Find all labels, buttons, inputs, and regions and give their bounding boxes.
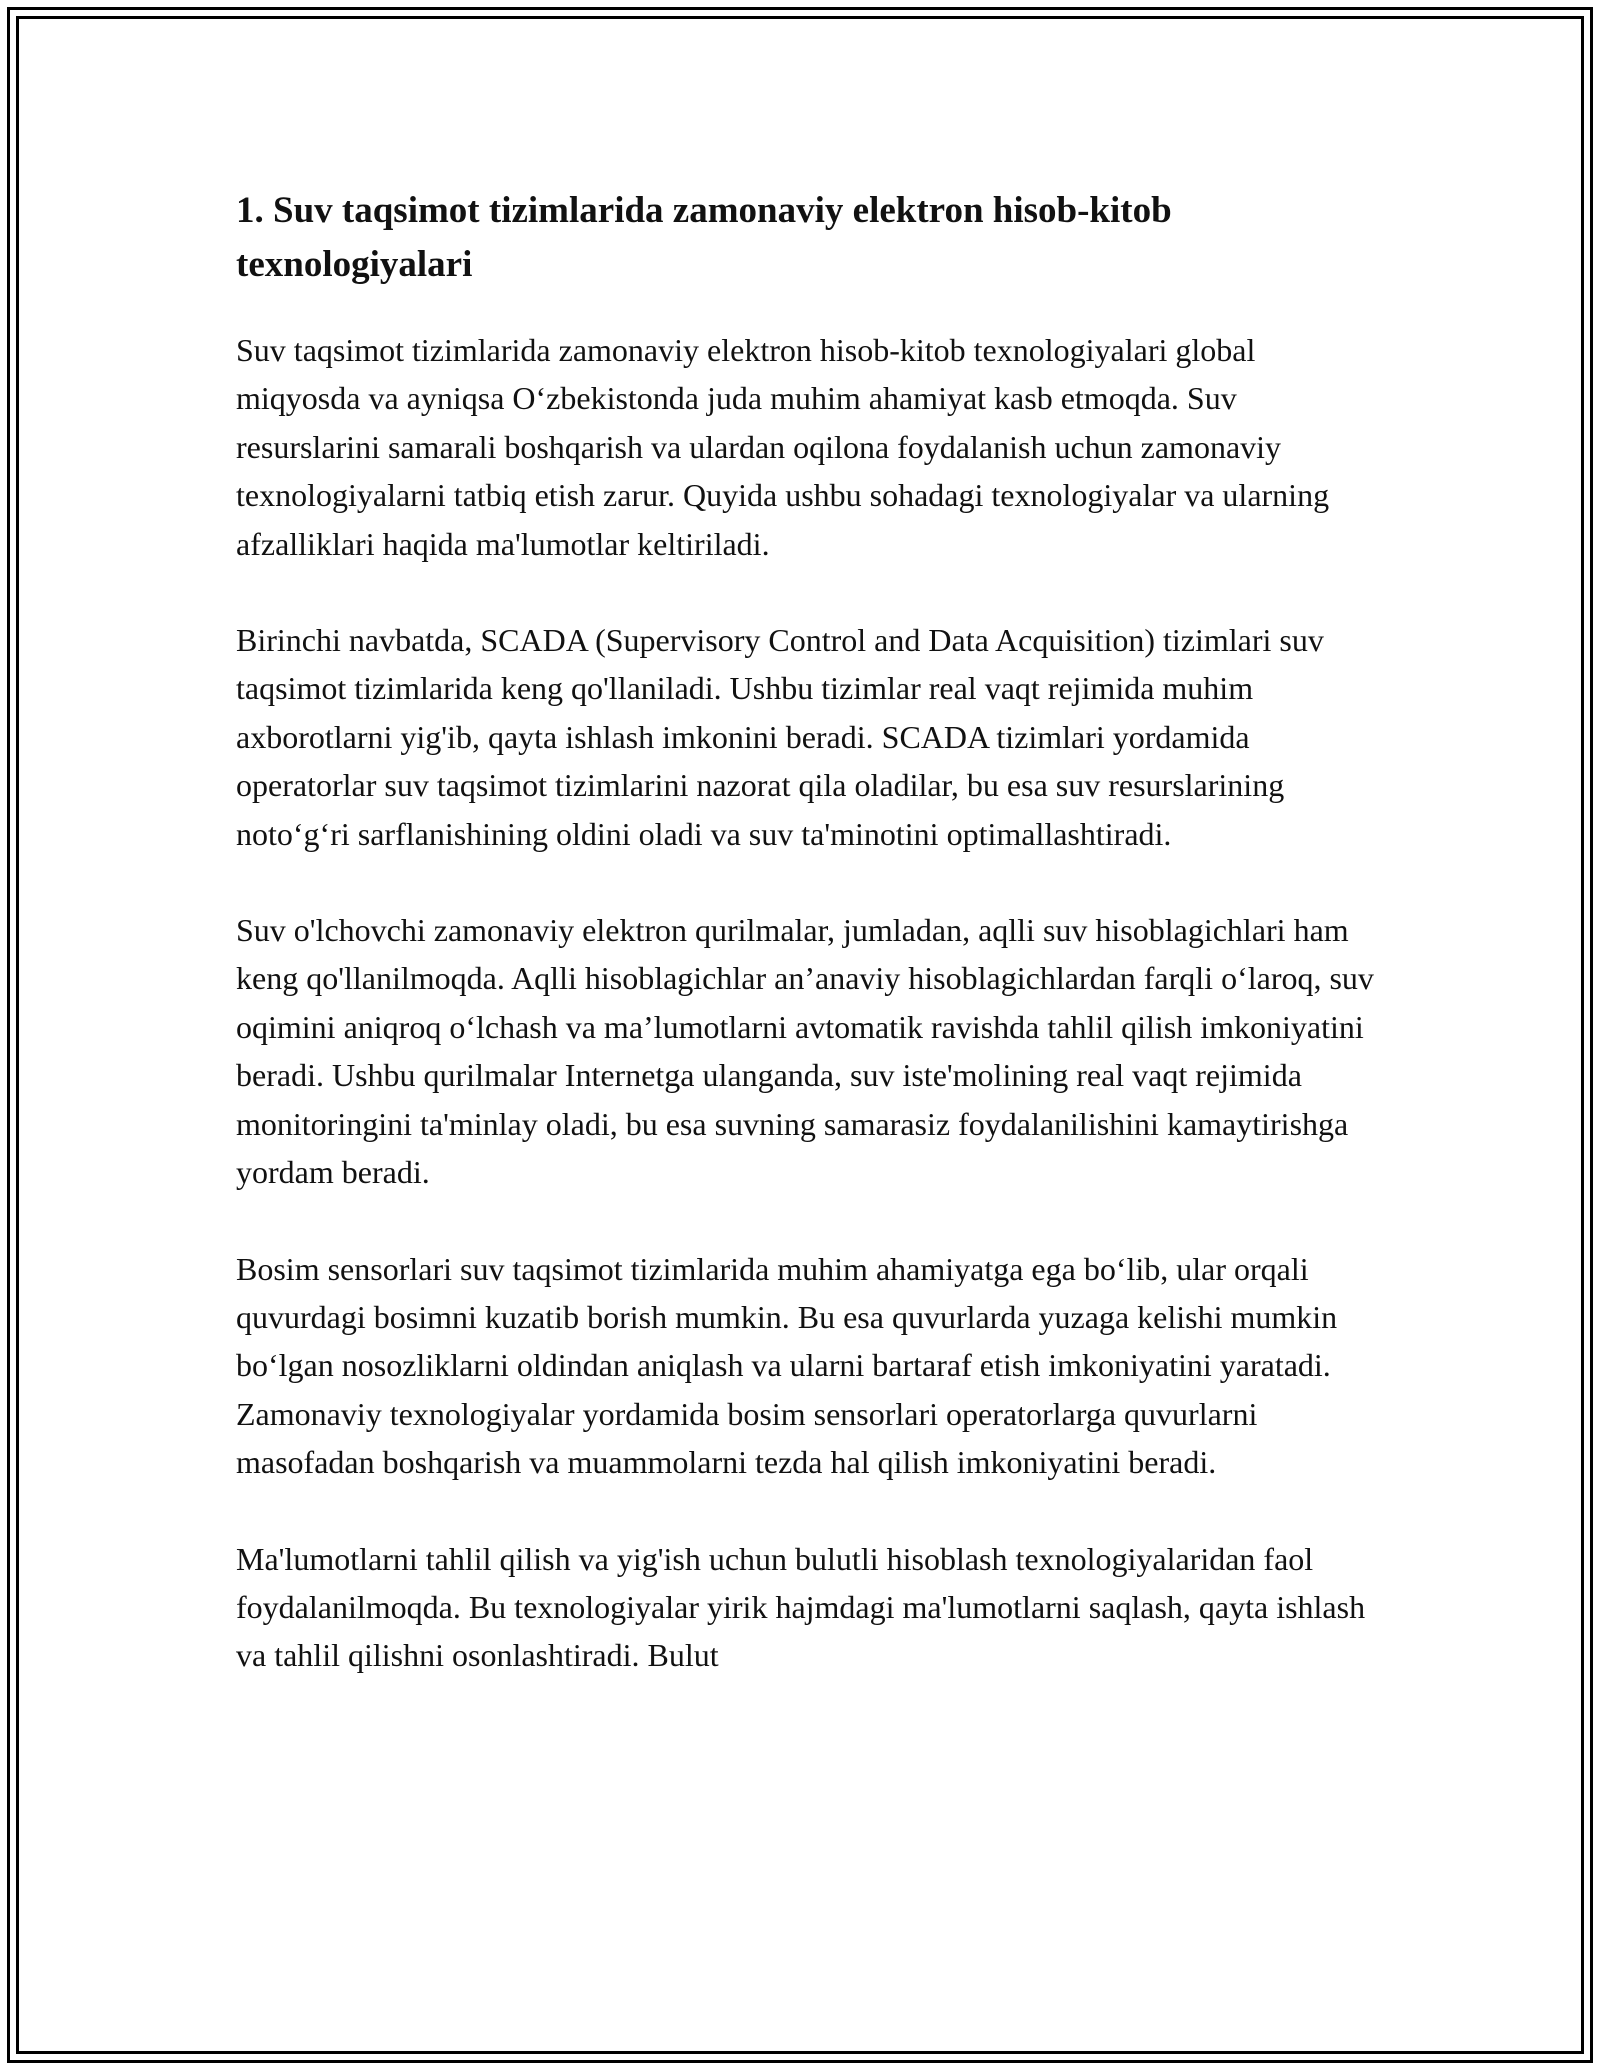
paragraph-scada: Birinchi navbatda, SCADA (Supervisory Control and Data Acquisition) tizimlari suv taqsimot tizimlarida keng qo'llaniladi. Ushbu tizimlar real vaqt rejimida muhim axborotlarni yig'ib, qayta ishlash imkonini beradi. SCADA tizimlari yordamida operatorlar suv taqsimot tizimlarini nazorat qila oladilar, bu esa suv resurslarining noto‘g‘ri sarflanishining oldini oladi va suv ta'minotini optimallashtiradi.	[236, 622, 1324, 852]
section-heading: 1. Suv taqsimot tizimlarida zamonaviy elektron hisob-kitob texnologiyalari	[236, 190, 1172, 285]
paragraph-intro: Suv taqsimot tizimlarida zamonaviy elektron hisob-kitob texnologiyalari global miqyosda va ayniqsa O‘zbekistonda juda muhim ahamiyat kasb etmoqda. Suv resurslarini samarali boshqarish va ulardan oqilona foydalanish uchun zamonaviy texnologiyalarni tatbiq etish zarur. Quyida ushbu sohadagi texnologiyalar va ularning afzalliklari haqida ma'lumotlar keltiriladi.	[236, 332, 1330, 562]
paragraph-smart-meters: Suv o'lchovchi zamonaviy elektron qurilmalar, jumladan, aqlli suv hisoblagichlari ham keng qo'llanilmoqda. Aqlli hisoblagichlar an’anaviy hisoblagichlardan farqli o‘laroq, suv oqimini aniqroq o‘lchash va ma’lumotlarni avtomatik ravishda tahlil qilish imkoniyatini beradi. Ushbu qurilmalar Internetga ulanganda, suv iste'molining real vaqt rejimida monitoringini ta'minlay oladi, bu esa suvning samarasiz foydalanilishini kamaytirishga yordam beradi.	[236, 912, 1374, 1191]
paragraph-pressure-sensors: Bosim sensorlari suv taqsimot tizimlarida muhim ahamiyatga ega bo‘lib, ular orqali quvurdagi bosimni kuzatib borish mumkin. Bu esa quvurlarda yuzaga kelishi mumkin bo‘lgan nosozliklarni oldindan aniqlash va ularni bartaraf etish imkoniyatini yaratadi. Zamonaviy texnologiyalar yordamida bosim sensorlari operatorlarga quvurlarni masofadan boshqarish va muammolarni tezda hal qilish imkoniyatini beradi.	[236, 1250, 1338, 1481]
paragraph-cloud-computing: Ma'lumotlarni tahlil qilish va yig'ish uchun bulutli hisoblash texnologiyalaridan faol foydalanilmoqda. Bu texnologiyalar yirik hajmdagi ma'lumotlarni saqlash, qayta ishlash va tahlil qilishni osonlashtiradi. Bulut	[236, 1540, 1366, 1674]
document-page	[236, 184, 1386, 1680]
